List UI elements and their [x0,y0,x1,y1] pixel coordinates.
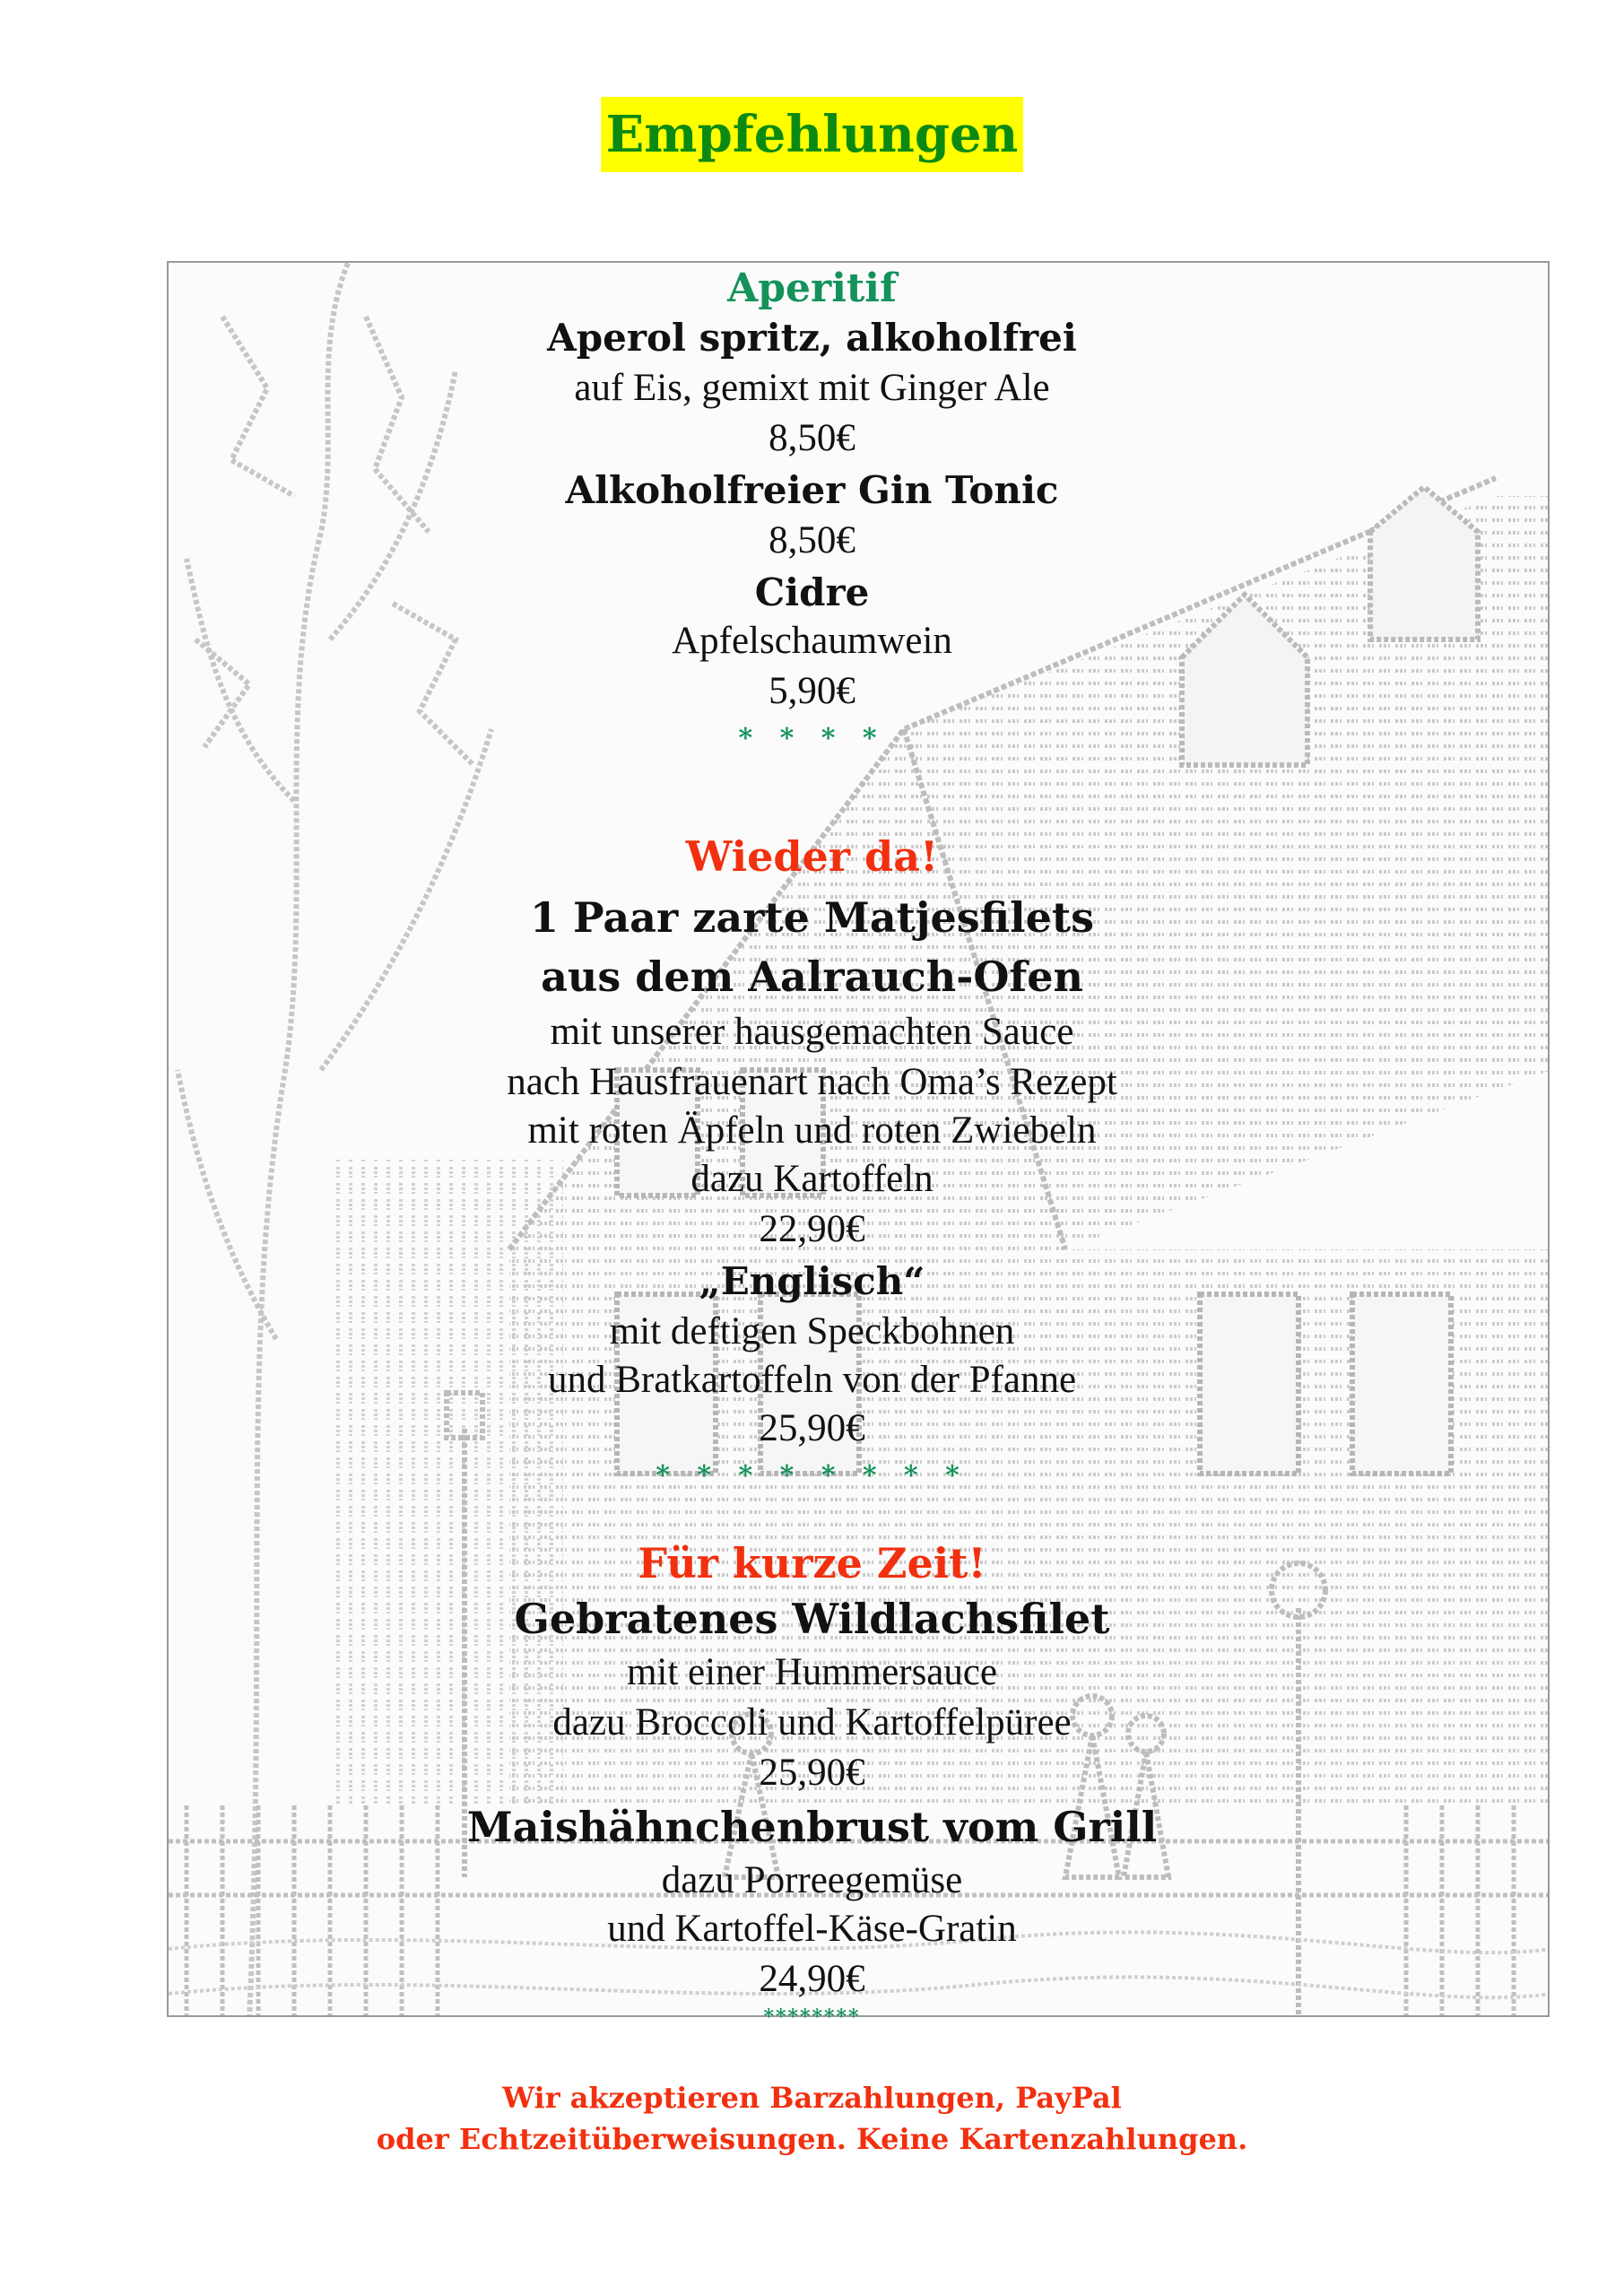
page-title: Empfehlungen [601,97,1024,172]
item-name: Aperol spritz, alkoholfrei [547,316,1077,360]
divider-stars: * * * * [738,723,886,754]
item-name: „Englisch“ [699,1259,925,1303]
item-description: mit deftigen Speckbohnen [609,1310,1015,1352]
payment-note-line-2: oder Echtzeitüberweisungen. Keine Kartenzahlungen. [376,2122,1248,2156]
item-description: nach Hausfrauenart nach Oma’s Rezept [507,1061,1117,1103]
page-title-wrap [0,97,1624,172]
item-price: 24,90€ [759,1958,865,2000]
item-name: Alkoholfreier Gin Tonic [565,468,1059,512]
item-description: und Kartoffel-Käse-Gratin [607,1908,1017,1950]
divider-stars: * * * * * * * * [656,1460,968,1492]
item-description: mit roten Äpfeln und roten Zwiebeln [527,1109,1097,1152]
item-price: 8,50€ [769,519,855,561]
section-heading-aperitif: Aperitif [727,265,897,311]
item-price: 25,90€ [759,1407,865,1449]
item-description: mit einer Hummersauce [626,1651,998,1693]
item-description: mit unserer hausgemachten Sauce [550,1011,1074,1053]
section-heading-wieder-da: Wieder da! [685,832,939,881]
item-name: aus dem Aalrauch-Ofen [541,952,1083,1001]
item-price: 8,50€ [769,417,855,459]
item-description: auf Eis, gemixt mit Ginger Ale [574,367,1050,409]
item-description: und Bratkartoffeln von der Pfanne [547,1359,1077,1401]
item-description: Apfelschaumwein [672,620,952,662]
item-price: 5,90€ [769,670,855,712]
item-description: dazu Kartoffeln [690,1158,934,1200]
item-price: 22,90€ [759,1208,865,1250]
item-description: dazu Porreegemüse [661,1859,963,1901]
item-name: Cidre [754,570,870,614]
item-name: Maishähnchenbrust vom Grill [466,1803,1158,1851]
payment-note-line-1: Wir akzeptieren Barzahlungen, PayPal [502,2081,1122,2115]
section-heading-fuer-kurze-zeit: Für kurze Zeit! [638,1539,986,1587]
item-price: 25,90€ [759,1752,865,1794]
item-name: 1 Paar zarte Matjesfilets [529,893,1095,942]
item-name: Gebratenes Wildlachsfilet [514,1595,1110,1643]
divider-stars: ******** [763,2005,861,2029]
item-description: dazu Broccoli und Kartoffelpüree [552,1701,1072,1744]
